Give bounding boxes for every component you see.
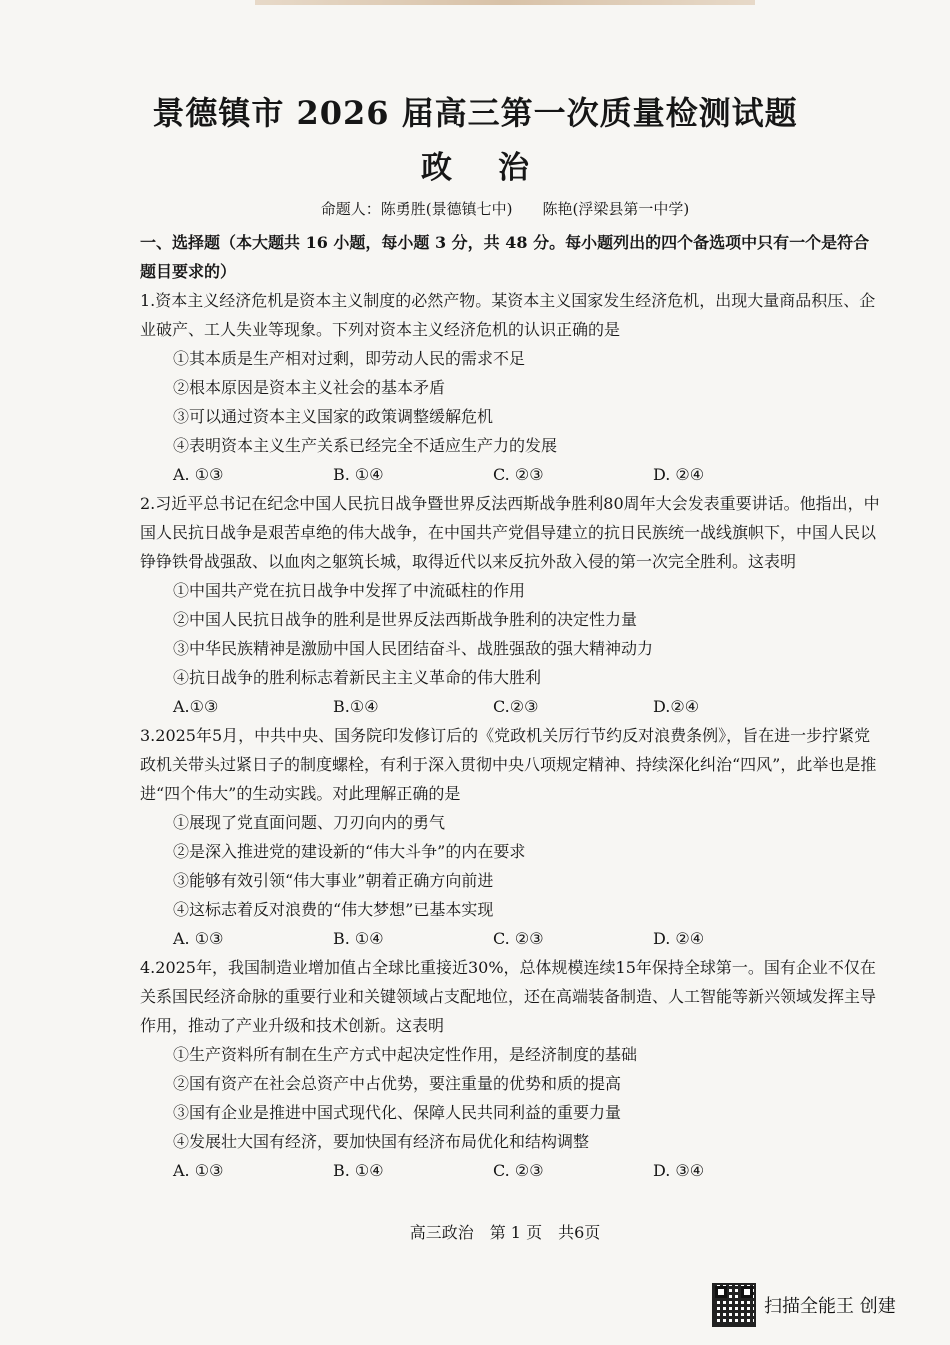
statement-option: ②是深入推进党的建设新的“伟大斗争”的内在要求: [173, 842, 526, 861]
statement-option: ①展现了党直面问题、刀刃向内的勇气: [173, 813, 446, 832]
statement-option: ④这标志着反对浪费的“伟大梦想”已基本实现: [173, 900, 494, 919]
statement-option: ③能够有效引领“伟大事业”朝着正确方向前进: [173, 871, 494, 890]
choice-a: A.①③: [173, 697, 219, 716]
choice-d: D.②④: [653, 697, 700, 716]
choice-d: D. ③④: [653, 1161, 705, 1180]
statement-option: ④表明资本主义生产关系已经完全不适应生产力的发展: [173, 436, 558, 455]
choice-a: A. ①③: [173, 929, 224, 948]
question-4: [140, 953, 880, 1185]
statement-option: ③国有企业是推进中国式现代化、保障人民共同利益的重要力量: [173, 1103, 622, 1122]
choice-b: B. ①④: [333, 465, 384, 484]
question-stem: 3.2025年5月，中共中央、国务院印发修订后的《党政机关厉行节约反对浪费条例》，旨在进一步拧紧党政机关带头过紧日子的制度螺栓，有利于深入贯彻中央八项规定精神、持续深化纠治“四风”，此举也是推进“四个伟大”的生动实践。对此理解正确的是: [140, 726, 877, 803]
question-stem: 4.2025年，我国制造业增加值占全球比重接近30%，总体规模连续15年保持全球第一。国有企业不仅在关系国民经济命脉的重要行业和关键领域占支配地位，还在高端装备制造、人工智能等新兴领域发挥主导作用，推动了产业升级和技术创新。这表明: [140, 958, 877, 1035]
scan-edge-line: [255, 0, 755, 5]
statement-option: ③可以通过资本主义国家的政策调整缓解危机: [173, 407, 494, 426]
answer-choices: [140, 1156, 880, 1185]
choice-b: B.①④: [333, 697, 379, 716]
qr-code-icon: [712, 1283, 756, 1327]
choice-c: C.②③: [493, 697, 539, 716]
statement-option: ②根本原因是资本主义社会的基本矛盾: [173, 378, 446, 397]
statement-option: ①中国共产党在抗日战争中发挥了中流砥柱的作用: [173, 581, 526, 600]
choice-c: C. ②③: [493, 465, 544, 484]
choice-d: D. ②④: [653, 929, 705, 948]
answer-choices: [140, 692, 880, 721]
statement-option: ①生产资料所有制在生产方式中起决定性作用，是经济制度的基础: [173, 1045, 638, 1064]
statement-option: ③中华民族精神是激励中国人民团结奋斗、战胜强敌的强大精神动力: [173, 639, 654, 658]
page-footer: 高三政治 第 1 页 共6页: [409, 1223, 601, 1242]
question-2: [140, 489, 880, 721]
choice-a: A. ①③: [173, 1161, 224, 1180]
section-heading: 一、选择题（本大题共 16 小题，每小题 3 分，共 48 分。每小题列出的四个备选项中只有一个是符合题目要求的）: [140, 233, 870, 281]
statement-option: ④抗日战争的胜利标志着新民主主义革命的伟大胜利: [173, 668, 542, 687]
choice-b: B. ①④: [333, 1161, 384, 1180]
statement-option: ②中国人民抗日战争的胜利是世界反法西斯战争胜利的决定性力量: [173, 610, 638, 629]
question-3: [140, 721, 880, 953]
scanner-label: 扫描全能王 创建: [764, 1296, 896, 1317]
question-stem: 2.习近平总书记在纪念中国人民抗日战争暨世界反法西斯战争胜利80周年大会发表重要讲话。他指出，中国人民抗日战争是艰苦卓绝的伟大战争，在中国共产党倡导建立的抗日民族统一战线旗帜下，中国人民以铮铮铁骨战强敌、以血肉之躯筑长城，取得近代以来反抗外敌入侵的第一次完全胜利。这表明: [140, 494, 880, 571]
question-stem: 1.资本主义经济危机是资本主义制度的必然产物。某资本主义国家发生经济危机，出现大量商品积压、企业破产、工人失业等现象。下列对资本主义经济危机的认识正确的是: [140, 291, 876, 339]
statement-option: ④发展壮大国有经济，要加快国有经济布局优化和结构调整: [173, 1132, 590, 1151]
statement-option: ②国有资产在社会总资产中占优势，要注重量的优势和质的提高: [173, 1074, 622, 1093]
subject-heading: 政治: [421, 150, 575, 186]
answer-choices: [140, 924, 880, 953]
choice-c: C. ②③: [493, 1161, 544, 1180]
choice-d: D. ②④: [653, 465, 705, 484]
choice-b: B. ①④: [333, 929, 384, 948]
answer-choices: [140, 460, 880, 489]
statement-option: ①其本质是生产相对过剩，即劳动人民的需求不足: [173, 349, 526, 368]
question-1: [140, 286, 880, 489]
exam-title: 景德镇市 2026 届高三第一次质量检测试题: [152, 94, 798, 132]
exam-content: [140, 228, 880, 1185]
choice-c: C. ②③: [493, 929, 544, 948]
authors-line: 命题人：陈勇胜(景德镇七中) 陈艳(浮梁县第一中学): [320, 200, 690, 218]
scanner-watermark: [712, 1283, 896, 1327]
choice-a: A. ①③: [173, 465, 224, 484]
